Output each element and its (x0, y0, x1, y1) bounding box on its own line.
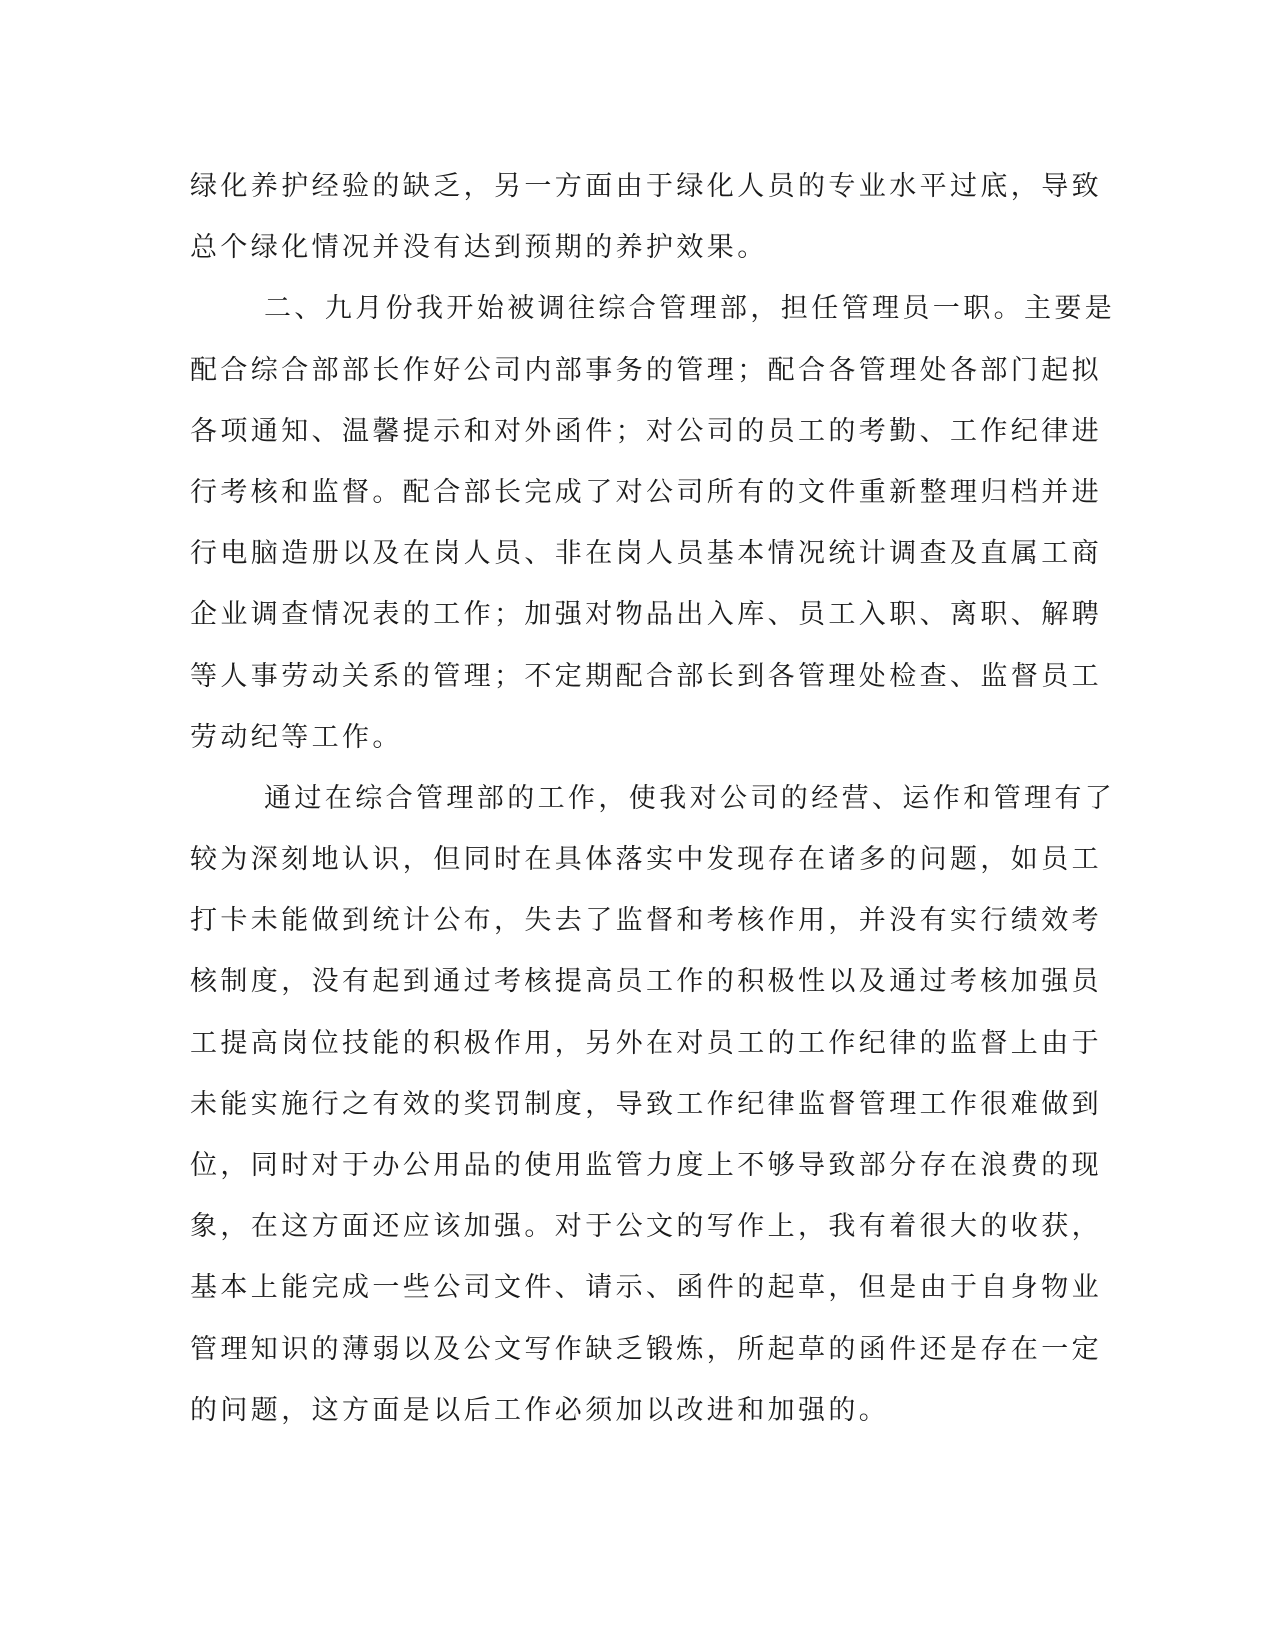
text-line: 管理知识的薄弱以及公文写作缺乏锻炼，所起草的函件还是存在一定 (190, 1333, 1102, 1365)
text-line: 企业调查情况表的工作；加强对物品出入库、员工入职、离职、解聘 (190, 599, 1102, 631)
text-line: 的问题，这方面是以后工作必须加以改进和加强的。 (190, 1394, 890, 1426)
paragraph (190, 768, 1116, 1441)
text-line: 行考核和监督。配合部长完成了对公司所有的文件重新整理归档并进 (190, 476, 1102, 508)
text-line: 二、九月份我开始被调往综合管理部，担任管理员一职。主要是 (264, 293, 1116, 325)
text-line: 基本上能完成一些公司文件、请示、函件的起草，但是由于自身物业 (190, 1272, 1102, 1304)
text-line: 劳动纪等工作。 (190, 721, 403, 753)
text-line: 核制度，没有起到通过考核提高员工作的积极性以及通过考核加强员 (190, 966, 1102, 998)
text-line: 等人事劳动关系的管理；不定期配合部长到各管理处检查、监督员工 (190, 660, 1102, 692)
text-line: 总个绿化情况并没有达到预期的养护效果。 (190, 232, 768, 264)
text-line: 各项通知、温馨提示和对外函件；对公司的员工的考勤、工作纪律进 (190, 415, 1102, 447)
document-body (190, 156, 1116, 1441)
text-line: 打卡未能做到统计公布，失去了监督和考核作用，并没有实行绩效考 (190, 905, 1102, 937)
text-line: 行电脑造册以及在岗人员、非在岗人员基本情况统计调查及直属工商 (190, 538, 1102, 570)
text-line: 未能实施行之有效的奖罚制度，导致工作纪律监督管理工作很难做到 (190, 1088, 1102, 1120)
paragraph (190, 156, 1102, 278)
paragraph (190, 278, 1116, 768)
text-line: 象，在这方面还应该加强。对于公文的写作上，我有着很大的收获， (190, 1211, 1102, 1243)
text-line: 配合综合部部长作好公司内部事务的管理；配合各管理处各部门起拟 (190, 354, 1102, 386)
text-line: 较为深刻地认识，但同时在具体落实中发现存在诸多的问题，如员工 (190, 844, 1102, 876)
text-line: 通过在综合管理部的工作，使我对公司的经营、运作和管理有了 (264, 782, 1116, 814)
text-line: 位，同时对于办公用品的使用监管力度上不够导致部分存在浪费的现 (190, 1150, 1102, 1181)
text-line: 工提高岗位技能的积极作用，另外在对员工的工作纪律的监督上由于 (190, 1027, 1102, 1059)
text-line: 绿化养护经验的缺乏，另一方面由于绿化人员的专业水平过底，导致 (190, 171, 1102, 202)
